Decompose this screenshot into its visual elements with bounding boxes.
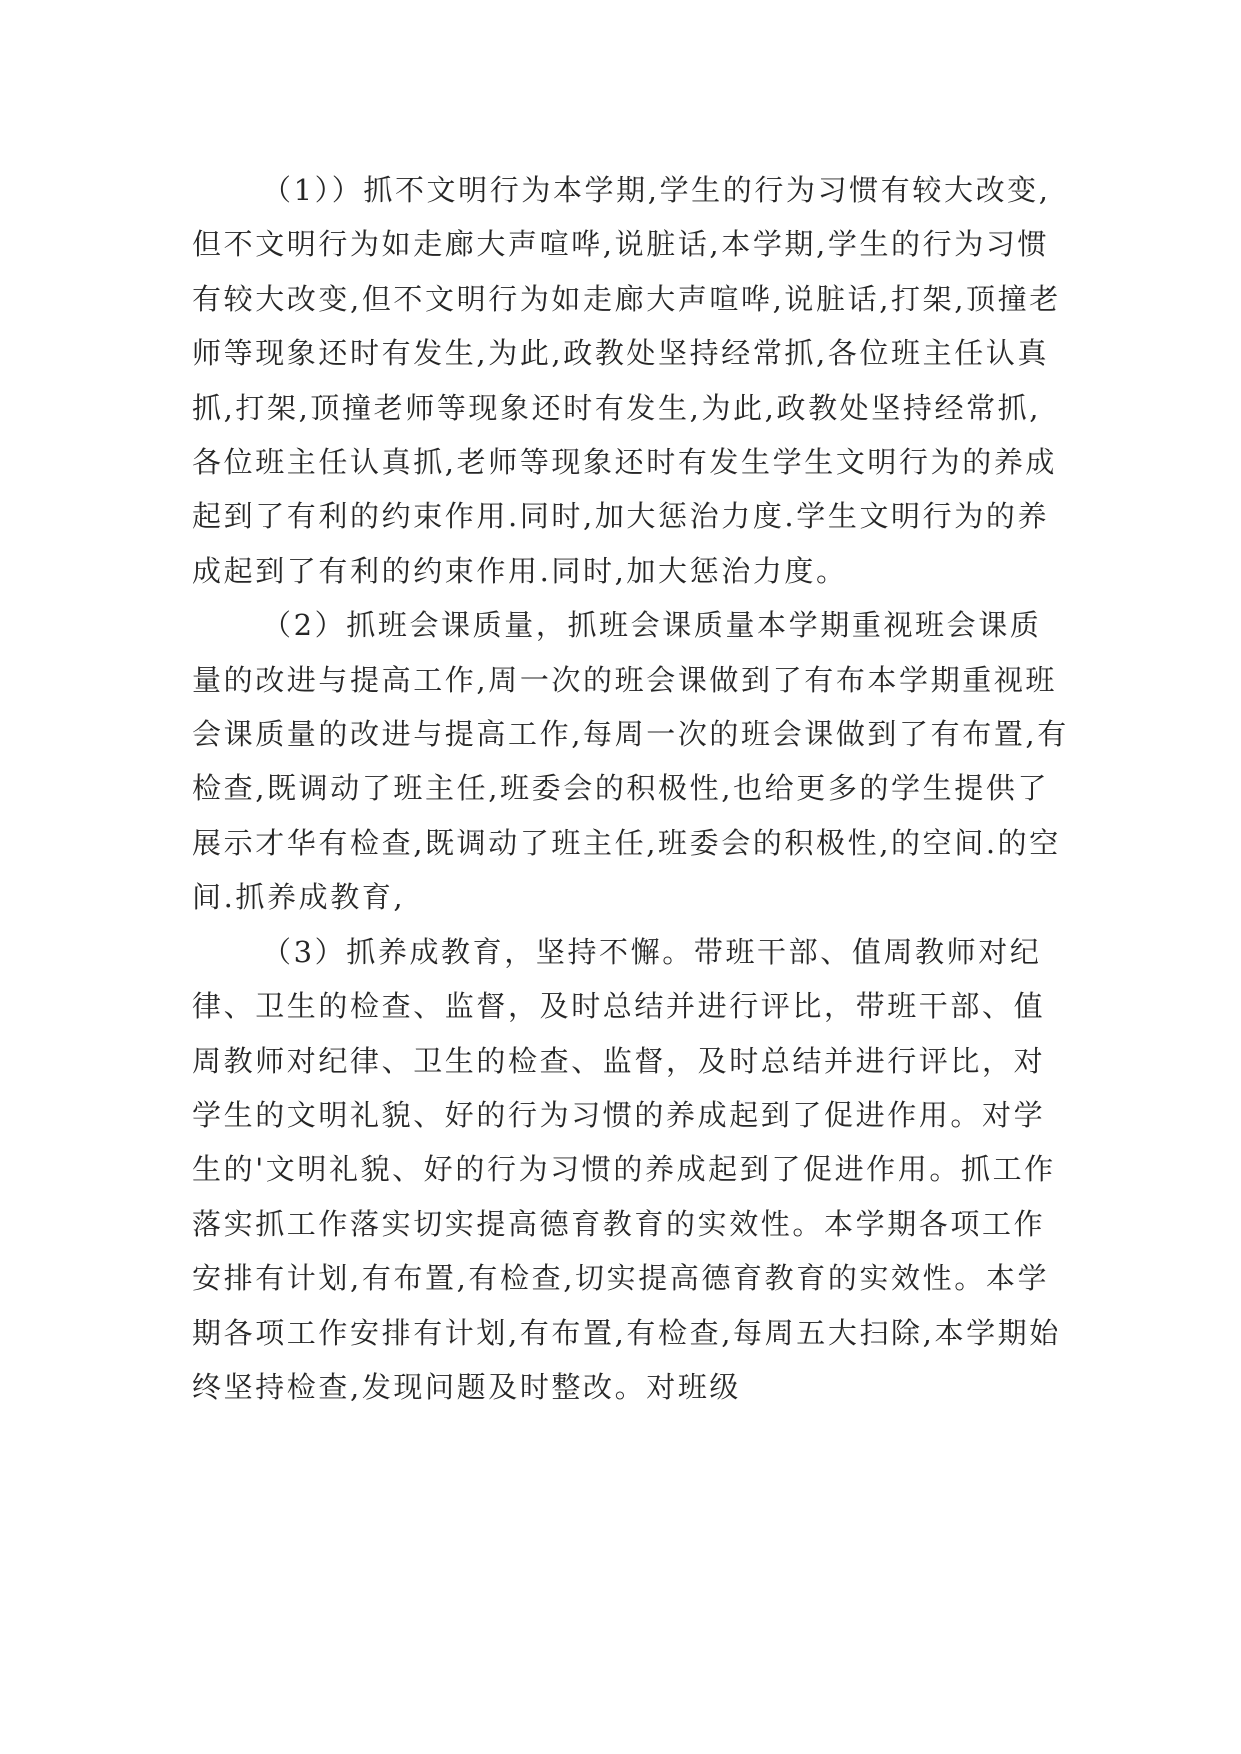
- paragraph-3: （3）抓养成教育，坚持不懈。带班干部、值周教师对纪律、卫生的检查、监督，及时总结并进行评比，带班干部、值周教师对纪律、卫生的检查、监督，及时总结并进行评比，对学生的文明礼貌、好的行为习惯的养成起到了促进作用。对学生的'文明礼貌、好的行为习惯的养成起到了促进作用。抓工作落实抓工作落实切实提高德育教育的实效性。本学期各项工作安排有计划,有布置,有检查,切实提高德育教育的实效性。本学期各项工作安排有计划,有布置,有检查,每周五大扫除,本学期始终坚持检查,发现问题及时整改。对班级: [192, 934, 1061, 1404]
- paragraph-1: （1））抓不文明行为本学期,学生的行为习惯有较大改变,但不文明行为如走廊大声喧哗,说脏话,本学期,学生的行为习惯有较大改变,但不文明行为如走廊大声喧哗,说脏话,打架,顶撞老师等现象还时有发生,为此,政教处坚持经常抓,各位班主任认真抓,打架,顶撞老师等现象还时有发生,为此,政教处坚持经常抓,各位班主任认真抓,老师等现象还时有发生学生文明行为的养成起到了有利的约束作用.同时,加大惩治力度.学生文明行为的养成起到了有利的约束作用.同时,加大惩治力度。: [192, 173, 1061, 588]
- paragraph-2: （2）抓班会课质量，抓班会课质量本学期重视班会课质量的改进与提高工作,周一次的班会课做到了有布本学期重视班会课质量的改进与提高工作,每周一次的班会课做到了有布置,有检查,既调动了班主任,班委会的积极性,也给更多的学生提供了展示才华有检查,既调动了班主任,班委会的积极性,的空间.的空间.抓养成教育,: [192, 608, 1069, 915]
- document-body: [192, 163, 1072, 1414]
